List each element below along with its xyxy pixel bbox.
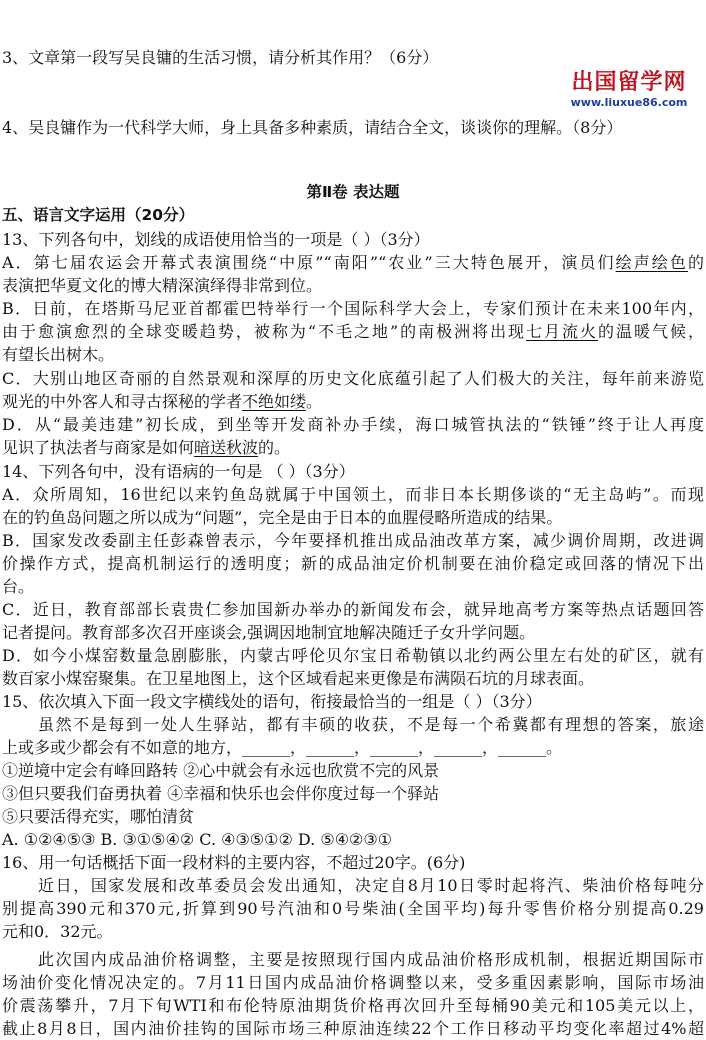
text-line (2, 181, 704, 204)
text-segment: ①逆境中定会有峰回路转 ②心中就会有永远也欣赏不完的风景 (2, 761, 440, 780)
text-segment: 的温暖气候， (598, 322, 704, 341)
text-line (2, 644, 704, 667)
text-line (2, 251, 704, 274)
text-line (38, 874, 704, 897)
text-line (2, 483, 704, 506)
text-line (2, 690, 704, 713)
text-segment: 截止8月8日，国内油价挂钩的国际市场三种原油连续22个工作日移动平均变化率超过4%超 (2, 1019, 704, 1038)
text-segment: 虽然不是每到一处人生驿站，都有丰硕的收获，不是每一个希冀都有理想的答案，旅途 (38, 715, 704, 734)
text-segment: 16、用一句话概括下面一段材料的主要内容，不超过20字。(6分) (2, 853, 466, 872)
text-segment: 近日，国家发展和改革委员会发出通知，决定自8月10日零时起将汽、柴油价格每吨分 (38, 876, 704, 895)
text-line (2, 621, 704, 644)
text-line (2, 1017, 704, 1040)
text-segment: 上或多或少都会有不如意的地方，______，______，______，______，______。 (2, 738, 563, 757)
text-line (2, 116, 704, 139)
text-line (2, 274, 704, 297)
text-line (2, 436, 704, 459)
text-segment: 由于愈演愈烈的全球变暖趋势，被称为“不毛之地”的南极洲将出现 (2, 322, 527, 341)
text-segment: 表演把华夏文化的博大精深演绎得非常到位。 (2, 276, 323, 295)
text-segment: C．大别山地区奇丽的自然景观和深厚的历史文化底蕴引起了人们极大的关注，每年前来游览 (2, 369, 704, 388)
text-segment: 观光的中外客人和寻古探秘的学者 (2, 392, 243, 411)
text-segment: 场油价变化情况决定的。7月11日国内成品油价格调整以来，受多重因素影响，国际市场油 (2, 973, 704, 992)
text-line (2, 805, 704, 828)
text-segment: D．从“最美违建”初长成，到坐等开发商补办手续，海口城管执法的“铁锤”终于让人再度 (2, 415, 704, 434)
text-line (38, 713, 704, 736)
text-line (2, 343, 704, 366)
underlined-idiom: 暗送秋波 (194, 438, 259, 457)
text-segment: 有望长出树木。 (2, 345, 115, 364)
text-segment: 价操作方式，提高机制运行的透明度；新的成品油定价机制要在油价稳定或回落的情况下出 (2, 554, 704, 573)
text-segment: B．日前，在塔斯马尼亚首都霍巴特举行一个国际科学大会上，专家们预计在未来100年内， (2, 299, 704, 318)
text-segment: C．近日，教育部部长袁贵仁参加国新办举办的新闻发布会，就异地高考方案等热点话题回答 (2, 600, 704, 619)
text-segment: 数百家小煤窑聚集。在卫星地图上，这个区域看起来更像是布满陨石坑的月球表面。 (2, 669, 595, 688)
text-segment: 15、依次填入下面一段文字横线处的语句，衔接最恰当的一组是（ ）（3分） (2, 692, 542, 711)
text-segment: 第Ⅱ卷 表达题 (306, 183, 400, 201)
text-line (2, 851, 704, 874)
text-segment: 3、文章第一段写吴良镛的生活习惯，请分析其作用？（6分） (2, 48, 439, 67)
text-segment: 。 (306, 392, 323, 411)
text-line (2, 897, 704, 920)
text-line (2, 228, 704, 251)
text-line (2, 460, 704, 483)
text-line (2, 367, 704, 390)
watermark-url: www.liuxue86.com (570, 96, 688, 109)
text-segment: 记者提问。教育部多次召开座谈会,强调因地制宜地解决随迁子女升学问题。 (2, 623, 536, 642)
text-segment: 五、语言文字运用（20分） (2, 206, 195, 224)
text-line (2, 413, 704, 436)
text-line (2, 828, 704, 851)
text-line (2, 994, 704, 1017)
watermark-title: 出国留学网 (571, 70, 687, 95)
text-segment: 在的钓鱼岛问题之所以成为“问题”，完全是由于日本的血腥侵略所造成的结果。 (2, 508, 563, 527)
text-segment: D．如今小煤窑数量急剧膨胀，内蒙古呼伦贝尔宝日希勒镇以北约两公里左右处的矿区，就有 (2, 646, 704, 665)
text-segment: 的。 (258, 438, 291, 457)
text-segment: 见识了执法者与商家是如何 (2, 438, 195, 457)
text-line (2, 782, 704, 805)
text-line (2, 204, 704, 227)
underlined-idiom: 绘声绘色 (615, 253, 688, 272)
text-line (2, 552, 704, 575)
text-segment: 元和0．32元。 (2, 922, 113, 941)
text-segment: ⑤只要活得充实，哪怕清贫 (2, 807, 195, 826)
text-line (2, 320, 704, 343)
text-segment: B．国家发改委副主任彭森曾表示，今年要择机推出成品油改革方案，减少调价周期，改进调 (2, 531, 704, 550)
text-segment: 的 (687, 253, 704, 272)
underlined-idiom: 不绝如缕 (242, 392, 307, 411)
text-segment: ③但只要我们奋勇执着 ④幸福和快乐也会伴你度过每一个驿站 (2, 784, 440, 803)
text-segment: A. ①②④⑤③ B. ③①⑤④② C. ④③⑤①② D. ⑤④②③① (2, 830, 393, 849)
text-line (2, 297, 704, 320)
text-segment: 台。 (2, 577, 35, 596)
text-line (2, 529, 704, 552)
text-segment: 此次国内成品油价格调整，主要是按照现行国内成品油价格形成机制，根据近期国际市 (38, 950, 704, 969)
text-line (2, 46, 704, 69)
underlined-idiom: 七月流火 (526, 322, 599, 341)
text-line (2, 390, 704, 413)
text-segment: A．众所周知，16世纪以来钓鱼岛就属于中国领土，而非日本长期侈谈的“无主岛屿”。而现 (2, 485, 704, 504)
watermark-logo (554, 70, 704, 116)
text-segment: 4、吴良镛作为一代科学大师，身上具备多种素质，请结合全文，谈谈你的理解。（8分） (2, 118, 623, 137)
text-segment: 价震荡攀升，7月下旬WTI和布伦特原油期货价格再次回升至每桶90美元和105美元以上， (2, 996, 704, 1015)
text-segment: 14、下列各句中，没有语病的一句是 （ ）（3分） (2, 462, 355, 481)
text-segment: 13、下列各句中，划线的成语使用恰当的一项是（ ）（3分） (2, 230, 430, 249)
text-line (2, 920, 704, 943)
text-segment: 别提高390元和370元,折算到90号汽油和0号柴油(全国平均)每升零售价格分别提高0.29 (2, 899, 704, 918)
text-line (2, 506, 704, 529)
text-line (2, 575, 704, 598)
text-line (2, 598, 704, 621)
text-line (2, 667, 704, 690)
text-segment: A．第七届农运会开幕式表演围绕“中原”“南阳”“农业”三大特色展开，演员们 (2, 253, 616, 272)
text-line (38, 948, 704, 971)
text-line (2, 736, 704, 759)
text-line (2, 759, 704, 782)
text-line (2, 971, 704, 994)
